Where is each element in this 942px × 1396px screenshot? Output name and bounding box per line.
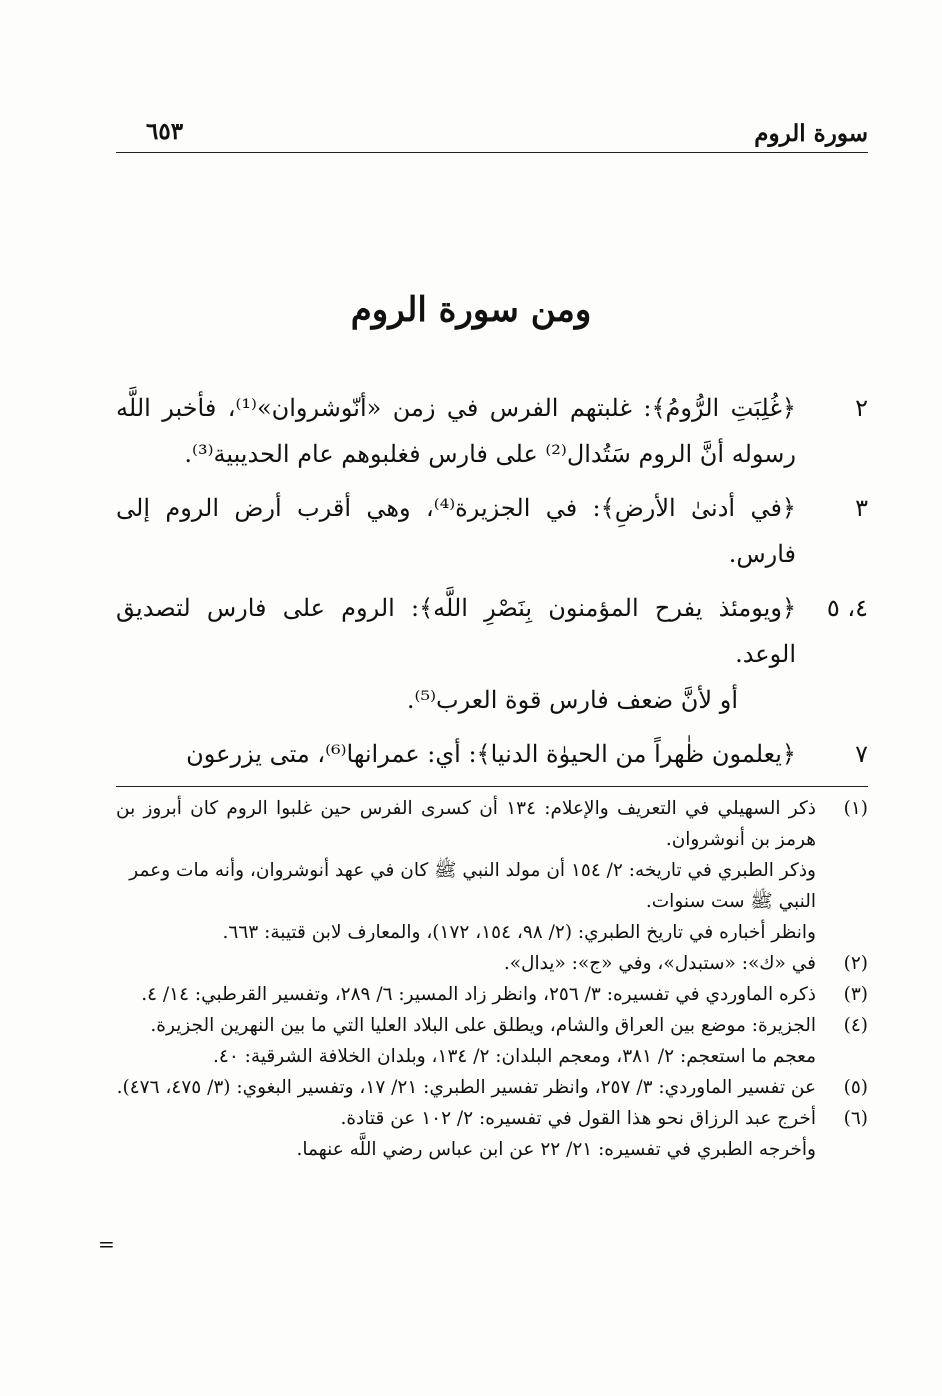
entry-text: ﴿يعلمون ظٰهراً من الحيوٰة الدنيا﴾: أي: عمرانها⁽⁶⁾، متى يزرعون (186, 740, 796, 768)
verse-number: ٢ (855, 394, 868, 422)
commentary-entries (116, 385, 868, 785)
entry-text: ﴿في أدنىٰ الأرضِ﴾: في الجزيرة⁽⁴⁾، وهي أقرب أرض الروم إلى فارس. (116, 494, 796, 568)
running-title: سورة الروم (754, 120, 868, 147)
entry (116, 731, 868, 777)
entry (116, 485, 868, 577)
footnote (116, 1010, 868, 1072)
footnote-text: ذكر السهيلي في التعريف والإعلام: ١٣٤ أن كسرى الفرس حين غلبوا الروم كان أبروز بن هرمز بن أنوشروان. (116, 798, 816, 850)
verse-number: ٤، ٥ (826, 594, 868, 622)
footnote-number: (٣) (843, 984, 868, 1005)
footnote-text: وأخرجه الطبري في تفسيره: ٢١/ ٢٢ عن ابن عباس رضي اللَّه عنهما. (296, 1139, 816, 1160)
entry (116, 585, 868, 723)
footnote-number: (٢) (843, 953, 868, 974)
footnote-text: الجزيرة: موضع بين العراق والشام، ويطلق على البلاد العليا التي ما بين النهرين الجزيرة. (150, 1015, 816, 1036)
entry (116, 385, 868, 477)
footnote-text: أخرج عبد الرزاق نحو هذا القول في تفسيره: ٢/ ١٠٢ عن قتادة. (340, 1108, 816, 1129)
footnote-text: وانظر أخباره في تاريخ الطبري: (٢/ ٩٨، ١٥٤، ١٧٢)، والمعارف لابن قتيبة: ٦٦٣. (222, 922, 816, 943)
entry-subtext: أو لأنَّ ضعف فارس قوة العرب⁽⁵⁾. (406, 686, 738, 714)
footnote-number: (٤) (843, 1015, 868, 1036)
footnote-text: معجم ما استعجم: ٢/ ٣٨١، ومعجم البلدان: ٢/ ١٣٤، وبلدان الخلافة الشرقية: ٤٠. (213, 1046, 816, 1067)
footnote-number: (٥) (843, 1077, 868, 1098)
verse-number: ٣ (855, 494, 868, 522)
footnote-text: وذكر الطبري في تاريخه: ٢/ ١٥٤ أن مولد النبي ﷺ كان في عهد أنوشروان، وأنه مات وعمر النبي ﷺ ست سنوات. (129, 860, 816, 912)
footnote-number: (١) (843, 798, 868, 819)
footnote-text: في «ك»: «ستبدل»، وفي «ج»: «يدال». (503, 953, 816, 974)
footnote-text: عن تفسير الماوردي: ٣/ ٢٥٧، وانظر تفسير الطبري: ٢١/ ١٧، وتفسير البغوي: (٣/ ٤٧٥، ٤٧٦). (116, 1077, 816, 1098)
chapter-title: ومن سورة الروم (350, 290, 592, 330)
footnote-text: ذكره الماوردي في تفسيره: ٣/ ٢٥٦، وانظر زاد المسير: ٦/ ٢٨٩، وتفسير القرطبي: ١٤/ ٤. (141, 984, 816, 1005)
page-number: ٦٥٣ (146, 118, 184, 145)
footnote (116, 1103, 868, 1165)
footnote (116, 1072, 868, 1103)
footnotes-divider (116, 786, 868, 787)
entry-text: ﴿ويومئذ يفرح المؤمنون بِنَصْرِ اللَّه﴾: الروم على فارس لتصديق الوعد. (116, 594, 796, 668)
footnote (116, 793, 868, 948)
continuation-mark: = (98, 1232, 115, 1256)
page-header (116, 116, 868, 153)
footnote-number: (٦) (843, 1108, 868, 1129)
entry-text: ﴿غُلِبَتِ الرُّومُ﴾: غلبتهم الفرس في زمن «أنّوشروان»⁽¹⁾، فأخبر اللَّه رسوله أنَّ الروم سَتُدال⁽²⁾ على فارس فغلبوهم عام الحديبية⁽³⁾. (116, 394, 796, 468)
footnote (116, 979, 868, 1010)
footnotes (116, 793, 868, 1165)
footnote (116, 948, 868, 979)
verse-number: ٧ (855, 740, 868, 768)
